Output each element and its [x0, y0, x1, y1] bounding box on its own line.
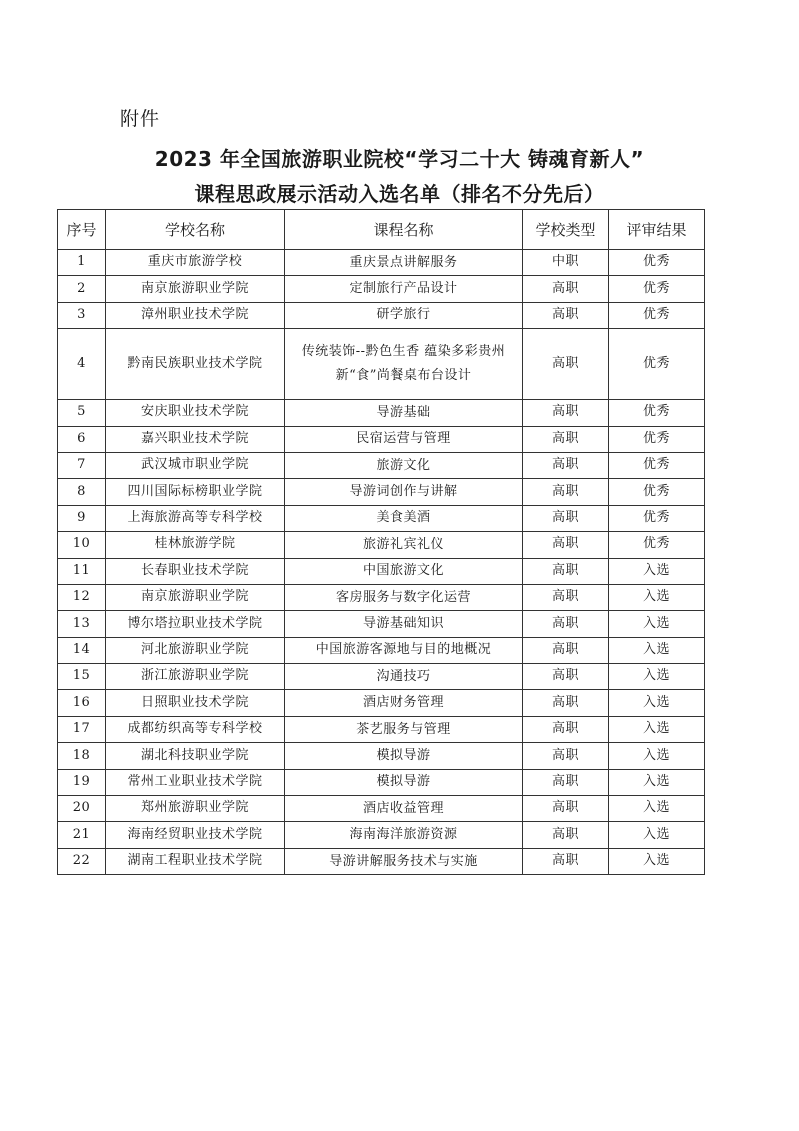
course-name-text: 旅游礼宾礼仪 [362, 536, 444, 552]
course-name-text: 民宿运营与管理 [356, 431, 451, 447]
cell-serial-number: 14 [58, 637, 106, 663]
course-name-text: 海南海洋旅游资源 [349, 827, 458, 843]
table-row [58, 584, 705, 610]
cell-serial-number: 8 [58, 479, 106, 505]
cell-review-result: 入选 [609, 822, 705, 848]
cell-review-result: 优秀 [609, 302, 705, 328]
cell-course-name [285, 302, 523, 328]
cell-course-name [285, 329, 523, 400]
cell-course-name [285, 611, 523, 637]
cell-school-name: 漳州职业技术学院 [106, 302, 285, 328]
header-review-result: 评审结果 [609, 210, 705, 250]
cell-school-name: 武汉城市职业学院 [106, 452, 285, 478]
course-name-text: 客房服务与数字化运营 [335, 589, 471, 605]
cell-review-result: 优秀 [609, 452, 705, 478]
cell-review-result: 优秀 [609, 479, 705, 505]
cell-review-result: 优秀 [609, 250, 705, 276]
cell-course-name [285, 716, 523, 742]
cell-school-type: 高职 [523, 276, 609, 302]
cell-school-name: 湖南工程职业技术学院 [106, 848, 285, 874]
cell-serial-number: 11 [58, 558, 106, 584]
cell-course-name [285, 822, 523, 848]
table-row [58, 611, 705, 637]
table-row [58, 796, 705, 822]
cell-school-type: 高职 [523, 743, 609, 769]
table-header [58, 210, 705, 250]
cell-serial-number: 1 [58, 250, 106, 276]
cell-school-name: 湖北科技职业学院 [106, 743, 285, 769]
course-name-text: 导游讲解服务技术与实施 [329, 853, 478, 869]
cell-school-type: 高职 [523, 822, 609, 848]
cell-school-type: 高职 [523, 400, 609, 426]
cell-school-type: 高职 [523, 584, 609, 610]
cell-school-name: 南京旅游职业学院 [106, 584, 285, 610]
table-row [58, 690, 705, 716]
course-name-text: 定制旅行产品设计 [349, 281, 458, 297]
table-row [58, 848, 705, 874]
table-row [58, 664, 705, 690]
cell-school-name: 日照职业技术学院 [106, 690, 285, 716]
cell-serial-number: 22 [58, 848, 106, 874]
cell-review-result: 入选 [609, 743, 705, 769]
cell-review-result: 入选 [609, 716, 705, 742]
header-course-name: 课程名称 [285, 210, 523, 250]
table-row [58, 769, 705, 795]
cell-school-type: 高职 [523, 426, 609, 452]
cell-review-result: 优秀 [609, 532, 705, 558]
course-name-text: 导游词创作与讲解 [349, 484, 458, 500]
cell-school-name: 安庆职业技术学院 [106, 400, 285, 426]
cell-review-result: 入选 [609, 690, 705, 716]
cell-school-name: 桂林旅游学院 [106, 532, 285, 558]
table-row [58, 479, 705, 505]
cell-review-result: 优秀 [609, 276, 705, 302]
cell-serial-number: 3 [58, 302, 106, 328]
document-title-line-2: 课程思政展示活动入选名单（排名不分先后） [194, 182, 605, 206]
cell-school-name: 四川国际标榜职业学院 [106, 479, 285, 505]
table-row [58, 822, 705, 848]
cell-school-name: 常州工业职业技术学院 [106, 769, 285, 795]
cell-review-result: 入选 [609, 584, 705, 610]
cell-review-result: 优秀 [609, 505, 705, 531]
course-name-text: 研学旅行 [376, 307, 431, 323]
cell-school-name: 南京旅游职业学院 [106, 276, 285, 302]
course-name-text: 酒店财务管理 [362, 695, 444, 711]
cell-course-name [285, 505, 523, 531]
table-row [58, 329, 705, 400]
cell-review-result: 入选 [609, 848, 705, 874]
cell-course-name [285, 584, 523, 610]
table-body [58, 250, 705, 875]
cell-serial-number: 12 [58, 584, 106, 610]
cell-school-type: 高职 [523, 716, 609, 742]
cell-serial-number: 20 [58, 796, 106, 822]
cell-course-name [285, 848, 523, 874]
table-row [58, 505, 705, 531]
cell-review-result: 入选 [609, 796, 705, 822]
cell-course-name [285, 664, 523, 690]
cell-school-name: 长春职业技术学院 [106, 558, 285, 584]
cell-school-type: 高职 [523, 637, 609, 663]
cell-course-name [285, 558, 523, 584]
cell-course-name [285, 532, 523, 558]
table-row [58, 532, 705, 558]
cell-course-name [285, 743, 523, 769]
header-serial-number: 序号 [58, 210, 106, 250]
cell-school-name: 成都纺织高等专科学校 [106, 716, 285, 742]
cell-review-result: 入选 [609, 558, 705, 584]
course-name-text: 模拟导游 [376, 774, 431, 790]
cell-course-name [285, 400, 523, 426]
cell-school-type: 高职 [523, 479, 609, 505]
cell-school-name: 浙江旅游职业学院 [106, 664, 285, 690]
cell-review-result: 入选 [609, 664, 705, 690]
cell-school-name: 郑州旅游职业学院 [106, 796, 285, 822]
cell-school-type: 中职 [523, 250, 609, 276]
selection-list-table [57, 209, 705, 875]
table-row [58, 637, 705, 663]
cell-school-name: 河北旅游职业学院 [106, 637, 285, 663]
course-name-text: 模拟导游 [376, 747, 431, 763]
document-title-line-1: 2023 年全国旅游职业院校“学习二十大 铸魂育新人” [154, 147, 645, 171]
cell-school-type: 高职 [523, 769, 609, 795]
cell-school-type: 高职 [523, 664, 609, 690]
cell-serial-number: 7 [58, 452, 106, 478]
cell-school-type: 高职 [523, 505, 609, 531]
cell-course-name [285, 479, 523, 505]
table-row [58, 302, 705, 328]
course-name-text: 重庆景点讲解服务 [349, 254, 458, 270]
cell-review-result: 入选 [609, 611, 705, 637]
attachment-label: 附件 [120, 108, 161, 130]
course-name-text: 中国旅游客源地与目的地概况 [315, 642, 492, 658]
cell-serial-number: 19 [58, 769, 106, 795]
course-name-text: 导游基础知识 [362, 615, 444, 631]
cell-course-name [285, 796, 523, 822]
cell-serial-number: 10 [58, 532, 106, 558]
table-row [58, 743, 705, 769]
cell-school-type: 高职 [523, 611, 609, 637]
cell-school-name: 博尔塔拉职业技术学院 [106, 611, 285, 637]
cell-school-type: 高职 [523, 452, 609, 478]
course-name-text: 中国旅游文化 [362, 563, 444, 579]
cell-serial-number: 2 [58, 276, 106, 302]
course-name-text: 茶艺服务与管理 [356, 721, 451, 737]
cell-review-result: 优秀 [609, 426, 705, 452]
cell-school-type: 高职 [523, 796, 609, 822]
course-name-text: 酒店收益管理 [362, 800, 444, 816]
cell-serial-number: 6 [58, 426, 106, 452]
course-name-text: 传统装饰--黔色生香 蕴染多彩贵州新“食”尚餐桌布台设计 [301, 344, 506, 384]
cell-school-type: 高职 [523, 302, 609, 328]
cell-school-type: 高职 [523, 848, 609, 874]
cell-course-name [285, 769, 523, 795]
cell-course-name [285, 690, 523, 716]
cell-review-result: 入选 [609, 769, 705, 795]
cell-review-result: 入选 [609, 637, 705, 663]
table-row [58, 250, 705, 276]
course-name-text: 导游基础 [376, 404, 431, 420]
cell-course-name [285, 426, 523, 452]
cell-serial-number: 4 [58, 329, 106, 400]
header-school-name: 学校名称 [106, 210, 285, 250]
cell-school-name: 重庆市旅游学校 [106, 250, 285, 276]
cell-school-type: 高职 [523, 690, 609, 716]
cell-school-name: 上海旅游高等专科学校 [106, 505, 285, 531]
table-row [58, 426, 705, 452]
table-row [58, 558, 705, 584]
header-row [58, 210, 705, 250]
cell-serial-number: 16 [58, 690, 106, 716]
cell-serial-number: 17 [58, 716, 106, 742]
course-name-text: 美食美酒 [376, 510, 431, 526]
table-row [58, 716, 705, 742]
cell-school-type: 高职 [523, 329, 609, 400]
cell-review-result: 优秀 [609, 400, 705, 426]
header-school-type: 学校类型 [523, 210, 609, 250]
cell-serial-number: 18 [58, 743, 106, 769]
cell-course-name [285, 276, 523, 302]
cell-school-type: 高职 [523, 558, 609, 584]
cell-course-name [285, 637, 523, 663]
cell-serial-number: 9 [58, 505, 106, 531]
course-name-text: 旅游文化 [376, 457, 431, 473]
cell-serial-number: 13 [58, 611, 106, 637]
cell-school-type: 高职 [523, 532, 609, 558]
cell-serial-number: 5 [58, 400, 106, 426]
table-row [58, 452, 705, 478]
course-name-text: 沟通技巧 [376, 668, 431, 684]
cell-course-name [285, 452, 523, 478]
cell-serial-number: 21 [58, 822, 106, 848]
cell-serial-number: 15 [58, 664, 106, 690]
cell-course-name [285, 250, 523, 276]
cell-school-name: 嘉兴职业技术学院 [106, 426, 285, 452]
cell-school-name: 黔南民族职业技术学院 [106, 329, 285, 400]
table-row [58, 400, 705, 426]
cell-review-result: 优秀 [609, 329, 705, 400]
table-row [58, 276, 705, 302]
cell-school-name: 海南经贸职业技术学院 [106, 822, 285, 848]
